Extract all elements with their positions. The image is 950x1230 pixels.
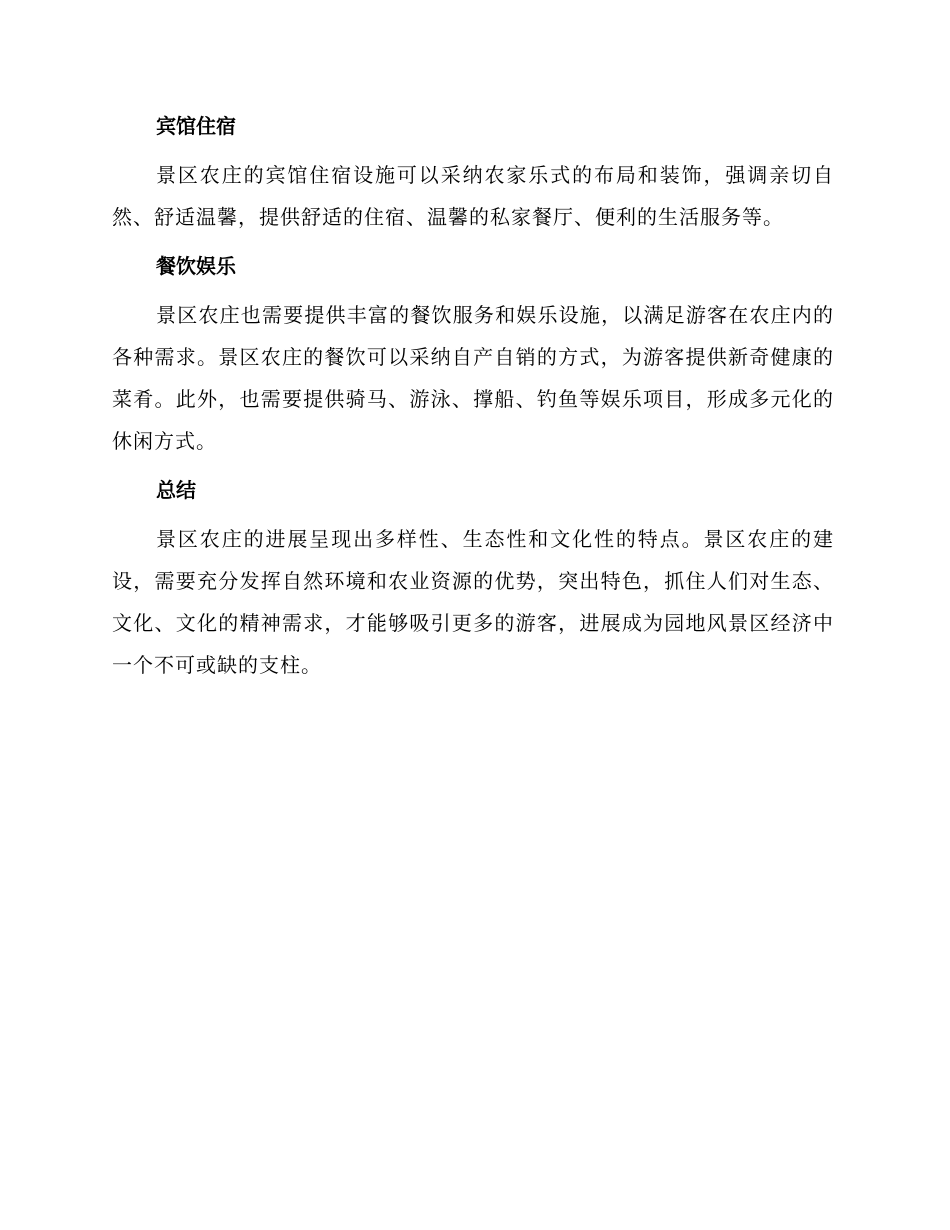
section-paragraph-lodging: 景区农庄的宾馆住宿设施可以采纳农家乐式的布局和装饰，强调亲切自然、舒适温馨，提供舒适的住宿、温馨的私家餐厅、便利的生活服务等。 [112, 163, 834, 229]
section-heading-summary: 总结 [156, 478, 196, 502]
section-heading-lodging: 宾馆住宿 [156, 114, 236, 138]
section-paragraph-summary: 景区农庄的进展呈现出多样性、生态性和文化性的特点。景区农庄的建设，需要充分发挥自然环境和农业资源的优势，突出特色，抓住人们对生态、文化、文化的精神需求，才能够吸引更多的游客，进展成为园地风景区经济中一个不可或缺的支柱。 [112, 527, 834, 677]
section-paragraph-dining: 景区农庄也需要提供丰富的餐饮服务和娱乐设施，以满足游客在农庄内的各种需求。景区农庄的餐饮可以采纳自产自销的方式，为游客提供新奇健康的菜肴。此外，也需要提供骑马、游泳、撑船、钓鱼等娱乐项目，形成多元化的休闲方式。 [112, 303, 834, 453]
document-body [112, 112, 834, 686]
section-heading-dining: 餐饮娱乐 [156, 254, 236, 278]
